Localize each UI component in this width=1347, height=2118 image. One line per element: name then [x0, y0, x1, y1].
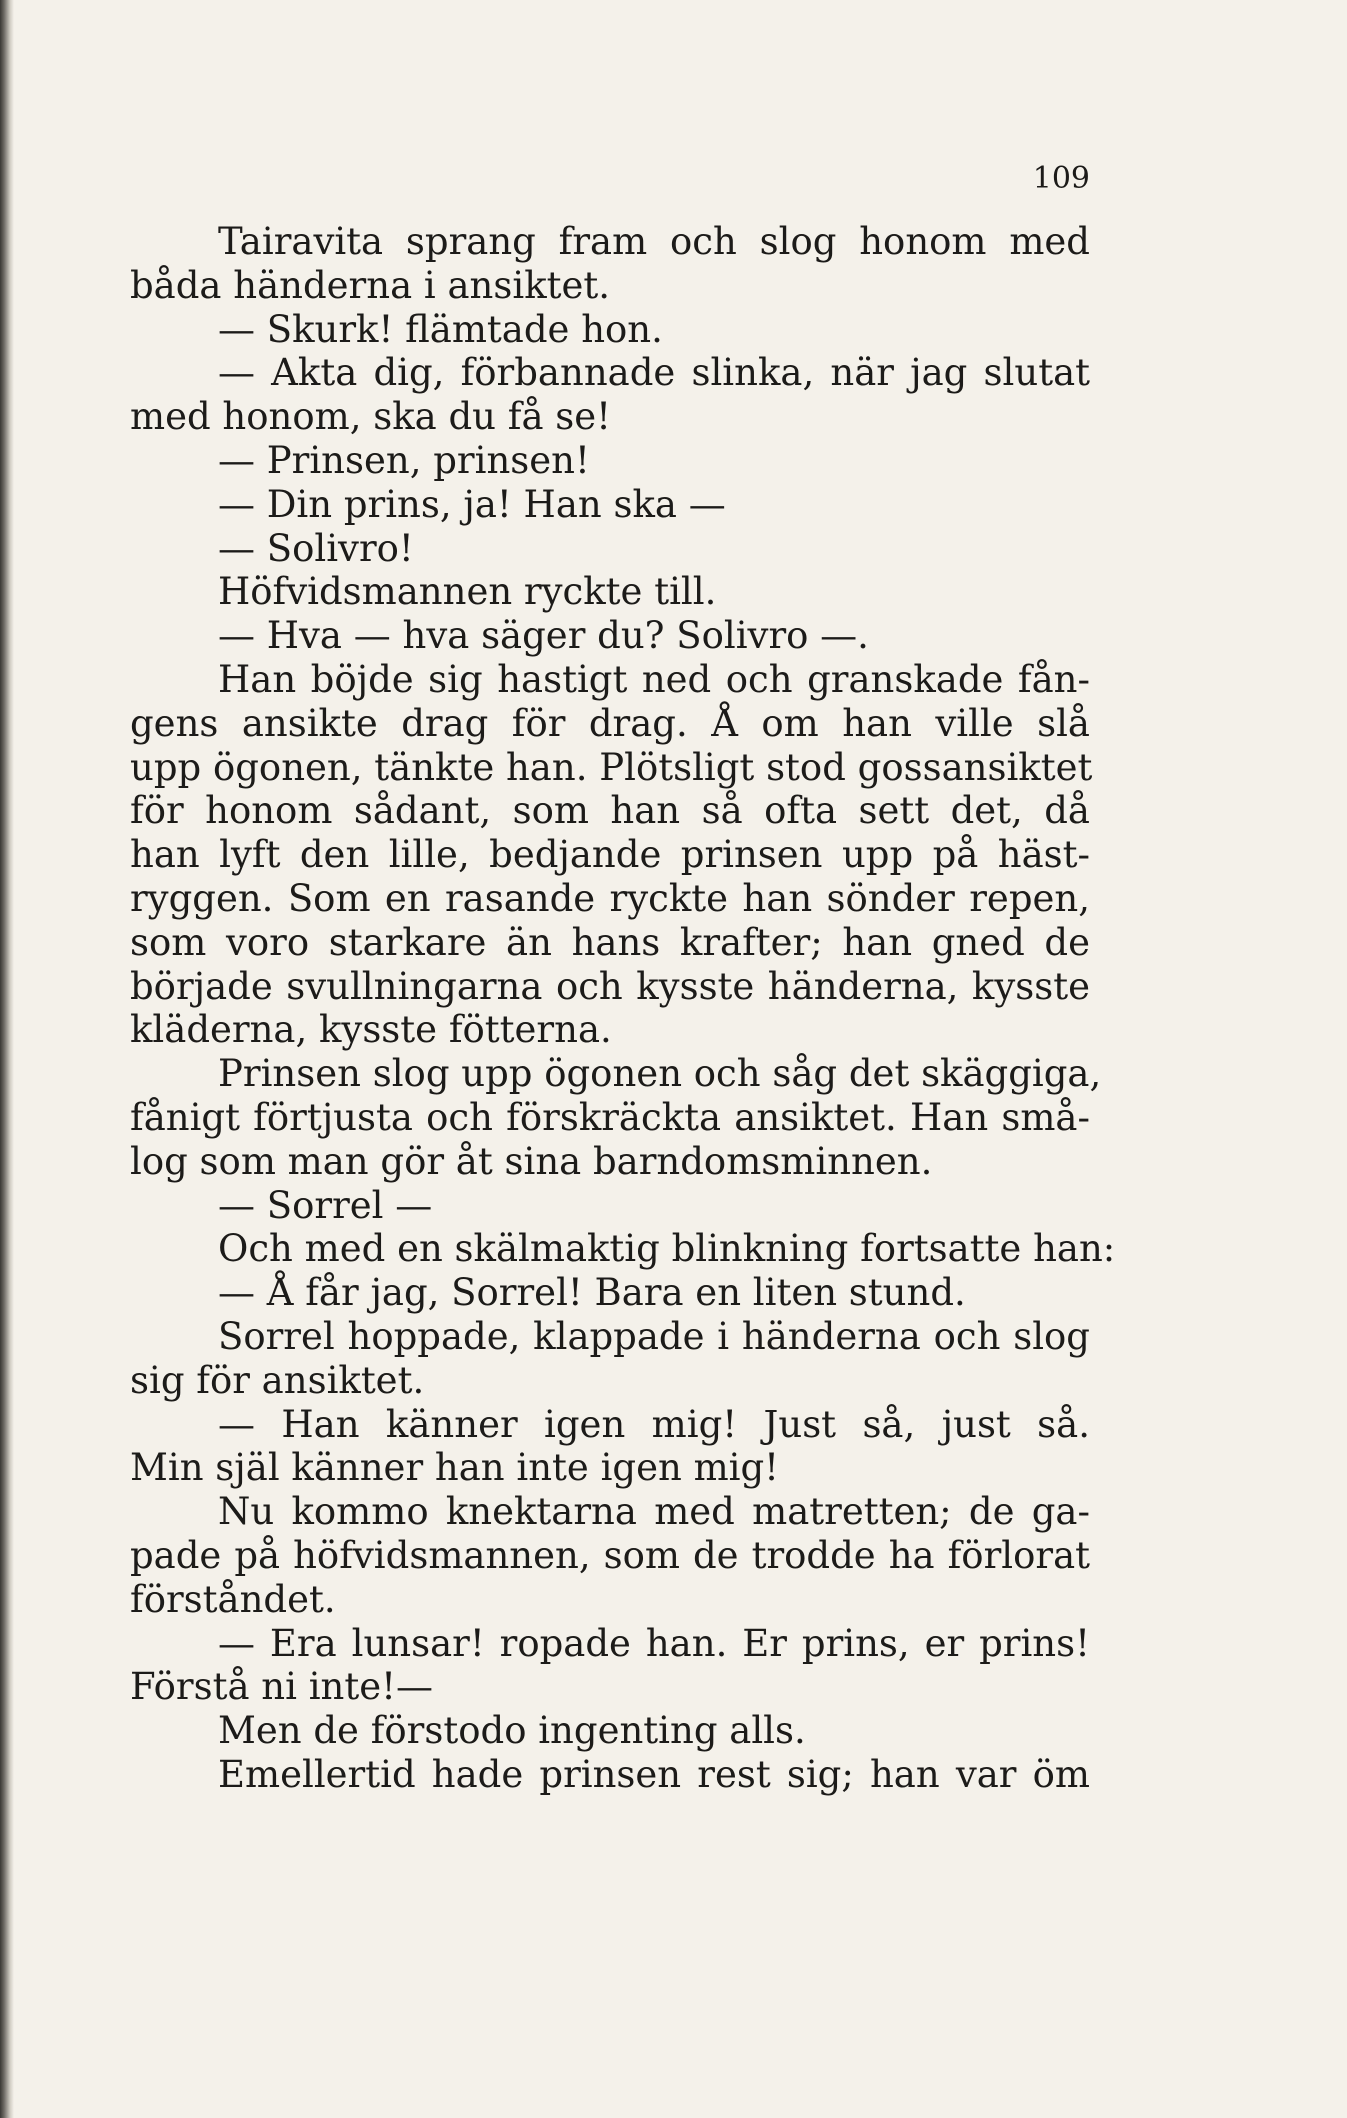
text-line: sig för ansiktet. — [130, 1358, 425, 1402]
text-line: för honom sådant, som han så ofta sett det, då — [130, 789, 1090, 833]
text-line: med honom, ska du få se! — [130, 395, 612, 439]
text-line: log som man gör åt sina barndomsminnen. — [130, 1139, 933, 1183]
text-line: Sorrel hoppade, klappade i händerna och slog — [218, 1314, 1090, 1358]
text-line: fånigt förtjusta och förskräckta ansiktet. Han små- — [130, 1095, 1090, 1139]
text-line: — Din prins, ja! Han ska — — [218, 482, 726, 526]
body-text — [130, 220, 1116, 1797]
text-line: Men de förstodo ingenting alls. — [218, 1709, 806, 1753]
text-line: — Å får jag, Sorrel! Bara en liten stund. — [218, 1271, 966, 1315]
text-line: pade på höfvidsmannen, som de trodde ha förlorat — [130, 1533, 1090, 1577]
text-line: Tairavita sprang fram och slog honom med — [218, 220, 1090, 263]
text-line: gens ansikte drag för drag. Å om han ville slå — [130, 701, 1090, 745]
text-line: började svullningarna och kysste händerna, kysste — [130, 964, 1090, 1008]
text-line: — Han känner igen mig! Just så, just så. — [218, 1402, 1090, 1446]
text-line: förståndet. — [130, 1577, 336, 1621]
text-line: — Solivro! — [218, 526, 414, 570]
text-line: Nu kommo knektarna med matretten; de ga- — [218, 1490, 1090, 1534]
text-line: — Skurk! flämtade hon. — [218, 307, 663, 351]
text-line: — Hva — hva säger du? Solivro —. — [218, 614, 869, 658]
text-line: Han böjde sig hastigt ned och granskade fån- — [218, 657, 1090, 701]
text-line: Emellertid hade prinsen rest sig; han var öm — [218, 1752, 1090, 1796]
text-line: Höfvidsmannen ryckte till. — [218, 570, 717, 614]
page-spine-shadow — [0, 0, 14, 2118]
text-line: som voro starkare än hans krafter; han gned de — [130, 920, 1090, 964]
text-line: — Prinsen, prinsen! — [218, 438, 590, 482]
text-line: Och med en skälmaktig blinkning fortsatte han: — [218, 1227, 1116, 1271]
text-line: Förstå ni inte!— — [130, 1665, 434, 1709]
text-line: upp ögonen, tänkte han. Plötsligt stod gossansiktet — [130, 745, 1093, 789]
text-line: — Akta dig, förbannade slinka, när jag slutat — [218, 351, 1090, 395]
text-line: Prinsen slog upp ögonen och såg det skäggiga, — [218, 1052, 1102, 1096]
text-line: kläderna, kysste fötterna. — [130, 1008, 612, 1052]
text-line: han lyft den lille, bedjande prinsen upp på häst- — [130, 833, 1090, 877]
text-line: Min själ känner han inte igen mig! — [130, 1446, 780, 1490]
page-number: 109 — [1032, 161, 1090, 196]
text-line: ryggen. Som en rasande ryckte han sönder repen, — [130, 876, 1090, 920]
text-line: — Sorrel — — [218, 1183, 433, 1227]
text-line: — Era lunsar! ropade han. Er prins, er prins! — [218, 1621, 1090, 1665]
text-line: båda händerna i ansiktet. — [130, 263, 611, 307]
